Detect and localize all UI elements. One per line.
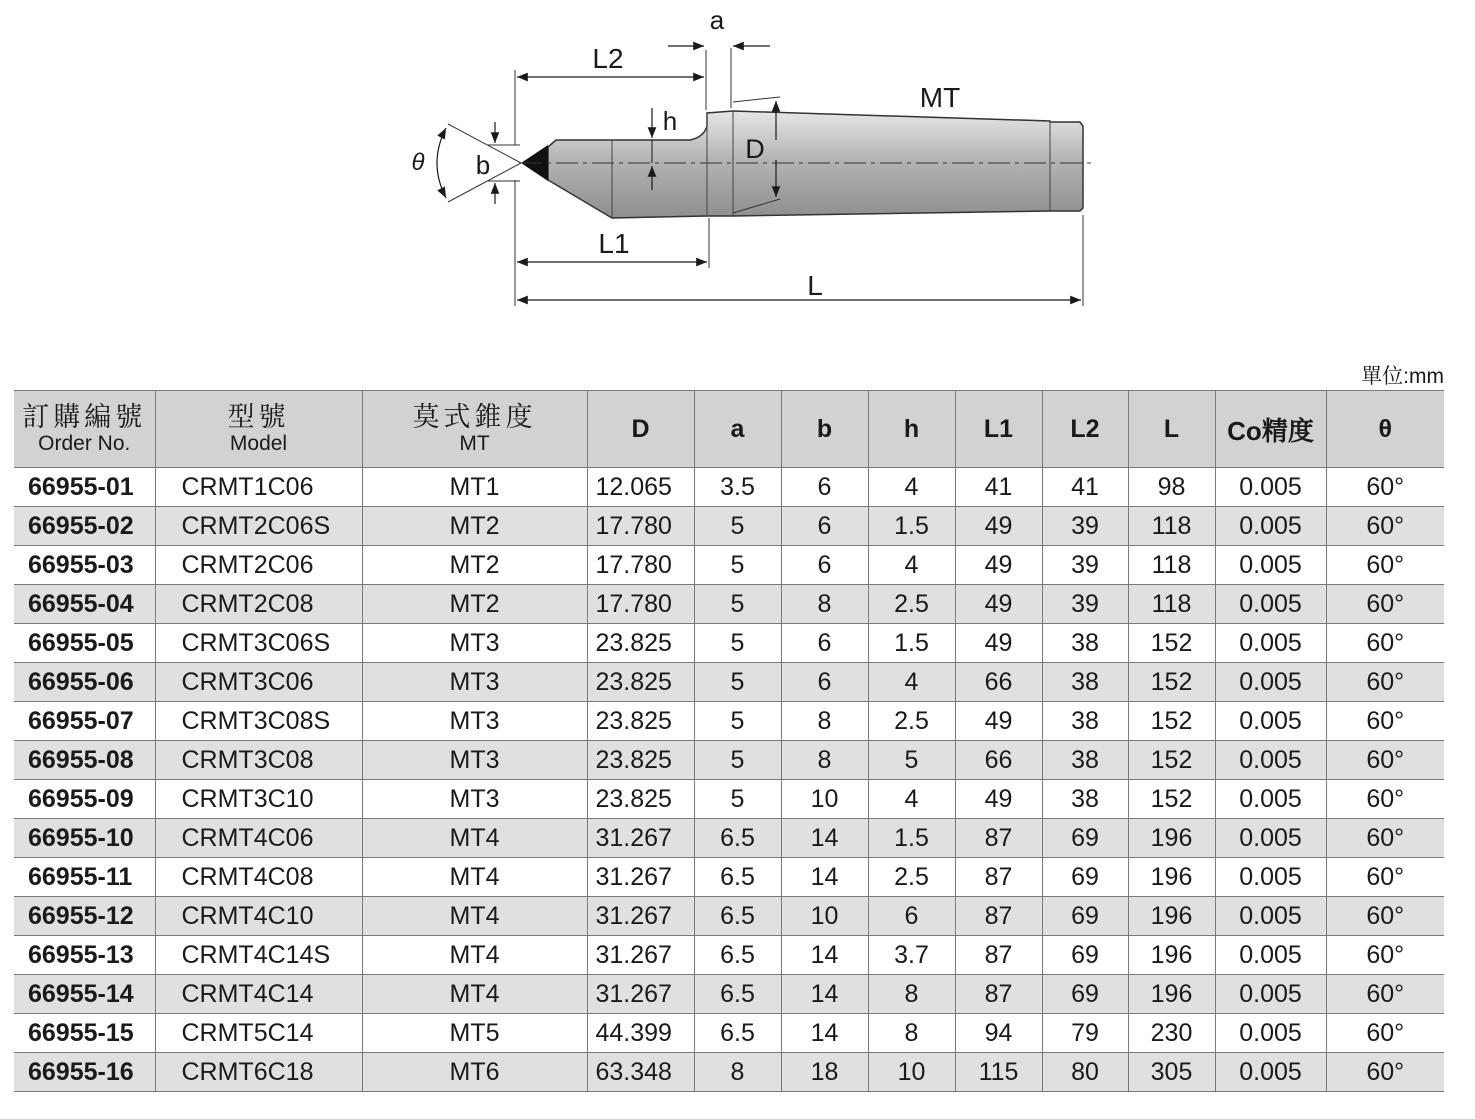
cell-L2: 69 xyxy=(1042,858,1128,897)
cell-order-no: 66955-02 xyxy=(14,507,155,546)
cell-L: 196 xyxy=(1128,975,1215,1014)
cell-mt: MT2 xyxy=(362,546,587,585)
header-model-zh: 型號 xyxy=(227,402,290,432)
cell-mt: MT3 xyxy=(362,624,587,663)
cell-h: 2.5 xyxy=(868,585,955,624)
cell-D: 23.825 xyxy=(587,780,694,819)
cell-model: CRMT4C10 xyxy=(155,897,362,936)
cell-model: CRMT1C06 xyxy=(155,468,362,507)
table-row xyxy=(14,546,1444,585)
cell-order-no: 66955-16 xyxy=(14,1053,155,1092)
cell-co-precision: 0.005 xyxy=(1215,897,1326,936)
cell-a: 8 xyxy=(694,1053,781,1092)
cell-co-precision: 0.005 xyxy=(1215,507,1326,546)
dead-center-diagram xyxy=(0,0,1475,340)
cell-model: CRMT3C06 xyxy=(155,663,362,702)
cell-mt: MT3 xyxy=(362,741,587,780)
label-b: b xyxy=(475,150,491,180)
cell-D: 31.267 xyxy=(587,819,694,858)
cell-theta: 60° xyxy=(1326,975,1444,1014)
cell-model: CRMT2C06 xyxy=(155,546,362,585)
cell-L1: 87 xyxy=(955,858,1042,897)
cell-order-no: 66955-10 xyxy=(14,819,155,858)
table-row xyxy=(14,1053,1444,1092)
cell-model: CRMT6C18 xyxy=(155,1053,362,1092)
cell-order-no: 66955-05 xyxy=(14,624,155,663)
cell-L1: 66 xyxy=(955,741,1042,780)
cell-a: 5 xyxy=(694,624,781,663)
cell-b: 6 xyxy=(781,546,868,585)
table-row xyxy=(14,975,1444,1014)
cell-mt: MT3 xyxy=(362,780,587,819)
cell-mt: MT2 xyxy=(362,585,587,624)
cell-theta: 60° xyxy=(1326,546,1444,585)
cell-L: 152 xyxy=(1128,741,1215,780)
cell-order-no: 66955-06 xyxy=(14,663,155,702)
cell-co-precision: 0.005 xyxy=(1215,780,1326,819)
cell-order-no: 66955-04 xyxy=(14,585,155,624)
cell-L: 196 xyxy=(1128,936,1215,975)
cell-L1: 87 xyxy=(955,936,1042,975)
header-L2: L2 xyxy=(1042,391,1128,468)
label-h: h xyxy=(662,106,678,136)
spec-table xyxy=(14,390,1444,1092)
label-D: D xyxy=(745,134,765,164)
header-order-en: Order No. xyxy=(38,432,131,455)
cell-L: 196 xyxy=(1128,858,1215,897)
header-b: b xyxy=(781,391,868,468)
cell-L2: 69 xyxy=(1042,936,1128,975)
header-mt-en: MT xyxy=(459,432,490,455)
cell-D: 31.267 xyxy=(587,936,694,975)
cell-theta: 60° xyxy=(1326,819,1444,858)
cell-D: 17.780 xyxy=(587,507,694,546)
cell-model: CRMT4C14S xyxy=(155,936,362,975)
cell-a: 5 xyxy=(694,585,781,624)
cell-model: CRMT3C10 xyxy=(155,780,362,819)
cell-b: 14 xyxy=(781,975,868,1014)
cell-mt: MT4 xyxy=(362,936,587,975)
cell-L2: 38 xyxy=(1042,702,1128,741)
cell-b: 18 xyxy=(781,1053,868,1092)
label-theta: θ xyxy=(411,149,425,176)
cell-D: 17.780 xyxy=(587,585,694,624)
cell-L: 118 xyxy=(1128,546,1215,585)
cell-a: 6.5 xyxy=(694,1014,781,1053)
cell-h: 8 xyxy=(868,1014,955,1053)
cell-D: 17.780 xyxy=(587,546,694,585)
cell-a: 5 xyxy=(694,663,781,702)
cell-theta: 60° xyxy=(1326,702,1444,741)
cell-co-precision: 0.005 xyxy=(1215,702,1326,741)
cell-L2: 39 xyxy=(1042,507,1128,546)
cell-a: 6.5 xyxy=(694,975,781,1014)
cell-mt: MT5 xyxy=(362,1014,587,1053)
cell-L1: 49 xyxy=(955,546,1042,585)
cell-L2: 38 xyxy=(1042,624,1128,663)
cell-theta: 60° xyxy=(1326,507,1444,546)
label-MT: MT xyxy=(919,82,961,113)
header-L1: L1 xyxy=(955,391,1042,468)
cell-L1: 94 xyxy=(955,1014,1042,1053)
cell-L: 152 xyxy=(1128,780,1215,819)
cell-mt: MT1 xyxy=(362,468,587,507)
cell-mt: MT4 xyxy=(362,819,587,858)
header-D: D xyxy=(587,391,694,468)
cell-mt: MT4 xyxy=(362,897,587,936)
cell-model: CRMT4C14 xyxy=(155,975,362,1014)
cell-order-no: 66955-13 xyxy=(14,936,155,975)
header-a: a xyxy=(694,391,781,468)
cell-h: 10 xyxy=(868,1053,955,1092)
cell-b: 6 xyxy=(781,468,868,507)
cell-D: 23.825 xyxy=(587,663,694,702)
cell-L1: 49 xyxy=(955,702,1042,741)
cell-h: 5 xyxy=(868,741,955,780)
table-body xyxy=(14,468,1444,1092)
cell-L: 152 xyxy=(1128,624,1215,663)
cell-h: 2.5 xyxy=(868,702,955,741)
cell-h: 1.5 xyxy=(868,507,955,546)
cell-theta: 60° xyxy=(1326,1053,1444,1092)
cell-co-precision: 0.005 xyxy=(1215,468,1326,507)
cell-b: 8 xyxy=(781,741,868,780)
header-model xyxy=(155,391,362,468)
cell-D: 44.399 xyxy=(587,1014,694,1053)
cell-h: 1.5 xyxy=(868,819,955,858)
table-row xyxy=(14,819,1444,858)
cell-b: 6 xyxy=(781,507,868,546)
header-co-precision: Co精度 xyxy=(1215,391,1326,468)
cell-h: 1.5 xyxy=(868,624,955,663)
cell-model: CRMT2C08 xyxy=(155,585,362,624)
cell-a: 5 xyxy=(694,780,781,819)
cell-L2: 69 xyxy=(1042,975,1128,1014)
cell-L1: 87 xyxy=(955,975,1042,1014)
cell-order-no: 66955-12 xyxy=(14,897,155,936)
cell-co-precision: 0.005 xyxy=(1215,1053,1326,1092)
cell-L2: 39 xyxy=(1042,585,1128,624)
cell-b: 6 xyxy=(781,624,868,663)
header-order-zh: 訂購編號 xyxy=(22,402,147,432)
cell-order-no: 66955-14 xyxy=(14,975,155,1014)
cell-model: CRMT3C08S xyxy=(155,702,362,741)
cell-co-precision: 0.005 xyxy=(1215,858,1326,897)
cell-mt: MT4 xyxy=(362,975,587,1014)
cell-h: 2.5 xyxy=(868,858,955,897)
table-row xyxy=(14,663,1444,702)
cell-D: 31.267 xyxy=(587,897,694,936)
cell-L1: 66 xyxy=(955,663,1042,702)
header-mt-zh: 莫式錐度 xyxy=(412,402,537,432)
cell-D: 31.267 xyxy=(587,975,694,1014)
cell-L: 118 xyxy=(1128,507,1215,546)
cell-model: CRMT2C06S xyxy=(155,507,362,546)
cell-co-precision: 0.005 xyxy=(1215,624,1326,663)
cell-D: 23.825 xyxy=(587,624,694,663)
cell-b: 14 xyxy=(781,1014,868,1053)
table-row xyxy=(14,585,1444,624)
tool-body xyxy=(520,111,1092,218)
header-h: h xyxy=(868,391,955,468)
cell-L1: 49 xyxy=(955,624,1042,663)
cell-co-precision: 0.005 xyxy=(1215,663,1326,702)
cell-h: 4 xyxy=(868,468,955,507)
cell-model: CRMT3C08 xyxy=(155,741,362,780)
cell-theta: 60° xyxy=(1326,624,1444,663)
cell-L2: 39 xyxy=(1042,546,1128,585)
cell-D: 23.825 xyxy=(587,741,694,780)
cell-co-precision: 0.005 xyxy=(1215,975,1326,1014)
cell-b: 6 xyxy=(781,663,868,702)
dimension-a xyxy=(668,5,770,108)
header-theta: θ xyxy=(1326,391,1444,468)
label-L1: L1 xyxy=(598,228,630,259)
cell-L1: 87 xyxy=(955,819,1042,858)
cell-L: 196 xyxy=(1128,819,1215,858)
cell-L: 196 xyxy=(1128,897,1215,936)
cell-h: 4 xyxy=(868,780,955,819)
cell-L: 230 xyxy=(1128,1014,1215,1053)
cell-L2: 41 xyxy=(1042,468,1128,507)
cell-L: 118 xyxy=(1128,585,1215,624)
dimension-L2 xyxy=(515,43,706,145)
table-row xyxy=(14,624,1444,663)
cell-model: CRMT3C06S xyxy=(155,624,362,663)
cell-h: 4 xyxy=(868,663,955,702)
cell-L1: 41 xyxy=(955,468,1042,507)
cell-co-precision: 0.005 xyxy=(1215,1014,1326,1053)
table-row xyxy=(14,741,1444,780)
table-row xyxy=(14,897,1444,936)
cell-b: 14 xyxy=(781,858,868,897)
cell-L1: 49 xyxy=(955,780,1042,819)
cell-a: 5 xyxy=(694,507,781,546)
cell-b: 14 xyxy=(781,936,868,975)
cell-L2: 80 xyxy=(1042,1053,1128,1092)
table-row xyxy=(14,1014,1444,1053)
cell-D: 12.065 xyxy=(587,468,694,507)
table-row xyxy=(14,468,1444,507)
cell-theta: 60° xyxy=(1326,897,1444,936)
cell-order-no: 66955-08 xyxy=(14,741,155,780)
cell-model: CRMT4C06 xyxy=(155,819,362,858)
cell-theta: 60° xyxy=(1326,780,1444,819)
header-L: L xyxy=(1128,391,1215,468)
cell-theta: 60° xyxy=(1326,936,1444,975)
cell-order-no: 66955-07 xyxy=(14,702,155,741)
cell-L1: 87 xyxy=(955,897,1042,936)
header-order-no xyxy=(14,391,155,468)
cell-L2: 38 xyxy=(1042,663,1128,702)
cell-L: 152 xyxy=(1128,702,1215,741)
cell-co-precision: 0.005 xyxy=(1215,936,1326,975)
cell-b: 8 xyxy=(781,585,868,624)
cell-mt: MT2 xyxy=(362,507,587,546)
cell-order-no: 66955-15 xyxy=(14,1014,155,1053)
cell-a: 5 xyxy=(694,741,781,780)
cell-b: 14 xyxy=(781,819,868,858)
cell-L: 152 xyxy=(1128,663,1215,702)
cell-a: 5 xyxy=(694,546,781,585)
cell-D: 23.825 xyxy=(587,702,694,741)
table-header-row xyxy=(14,391,1444,468)
cell-order-no: 66955-09 xyxy=(14,780,155,819)
table-row xyxy=(14,780,1444,819)
cell-model: CRMT5C14 xyxy=(155,1014,362,1053)
cell-L: 98 xyxy=(1128,468,1215,507)
cell-L2: 38 xyxy=(1042,741,1128,780)
table-row xyxy=(14,507,1444,546)
cell-co-precision: 0.005 xyxy=(1215,585,1326,624)
cell-L1: 115 xyxy=(955,1053,1042,1092)
cell-mt: MT3 xyxy=(362,663,587,702)
label-L: L xyxy=(807,270,823,301)
cell-a: 6.5 xyxy=(694,897,781,936)
cell-a: 6.5 xyxy=(694,819,781,858)
cell-theta: 60° xyxy=(1326,1014,1444,1053)
label-L2: L2 xyxy=(592,43,624,74)
cell-h: 3.7 xyxy=(868,936,955,975)
cell-b: 8 xyxy=(781,702,868,741)
cell-order-no: 66955-01 xyxy=(14,468,155,507)
cell-a: 6.5 xyxy=(694,858,781,897)
table-row xyxy=(14,702,1444,741)
unit-label: 單位:mm xyxy=(1361,365,1444,388)
cell-mt: MT6 xyxy=(362,1053,587,1092)
header-model-en: Model xyxy=(229,432,288,455)
cell-co-precision: 0.005 xyxy=(1215,546,1326,585)
label-a: a xyxy=(709,5,725,35)
table-row xyxy=(14,858,1444,897)
cell-h: 8 xyxy=(868,975,955,1014)
cell-theta: 60° xyxy=(1326,741,1444,780)
dimension-b-theta xyxy=(411,122,521,204)
cell-D: 31.267 xyxy=(587,858,694,897)
cell-a: 3.5 xyxy=(694,468,781,507)
header-mt xyxy=(362,391,587,468)
cell-D: 63.348 xyxy=(587,1053,694,1092)
cell-mt: MT3 xyxy=(362,702,587,741)
cell-L1: 49 xyxy=(955,507,1042,546)
cell-L1: 49 xyxy=(955,585,1042,624)
cell-b: 10 xyxy=(781,897,868,936)
table-row xyxy=(14,936,1444,975)
cell-order-no: 66955-03 xyxy=(14,546,155,585)
cell-a: 5 xyxy=(694,702,781,741)
cell-a: 6.5 xyxy=(694,936,781,975)
cell-L2: 69 xyxy=(1042,819,1128,858)
cell-model: CRMT4C08 xyxy=(155,858,362,897)
cell-L2: 79 xyxy=(1042,1014,1128,1053)
cell-co-precision: 0.005 xyxy=(1215,741,1326,780)
cell-co-precision: 0.005 xyxy=(1215,819,1326,858)
cell-L: 305 xyxy=(1128,1053,1215,1092)
cell-order-no: 66955-11 xyxy=(14,858,155,897)
cell-b: 10 xyxy=(781,780,868,819)
cell-L2: 69 xyxy=(1042,897,1128,936)
cell-L2: 38 xyxy=(1042,780,1128,819)
cell-mt: MT4 xyxy=(362,858,587,897)
cell-theta: 60° xyxy=(1326,585,1444,624)
cell-h: 4 xyxy=(868,546,955,585)
cell-theta: 60° xyxy=(1326,468,1444,507)
cell-theta: 60° xyxy=(1326,663,1444,702)
cell-theta: 60° xyxy=(1326,858,1444,897)
cell-h: 6 xyxy=(868,897,955,936)
